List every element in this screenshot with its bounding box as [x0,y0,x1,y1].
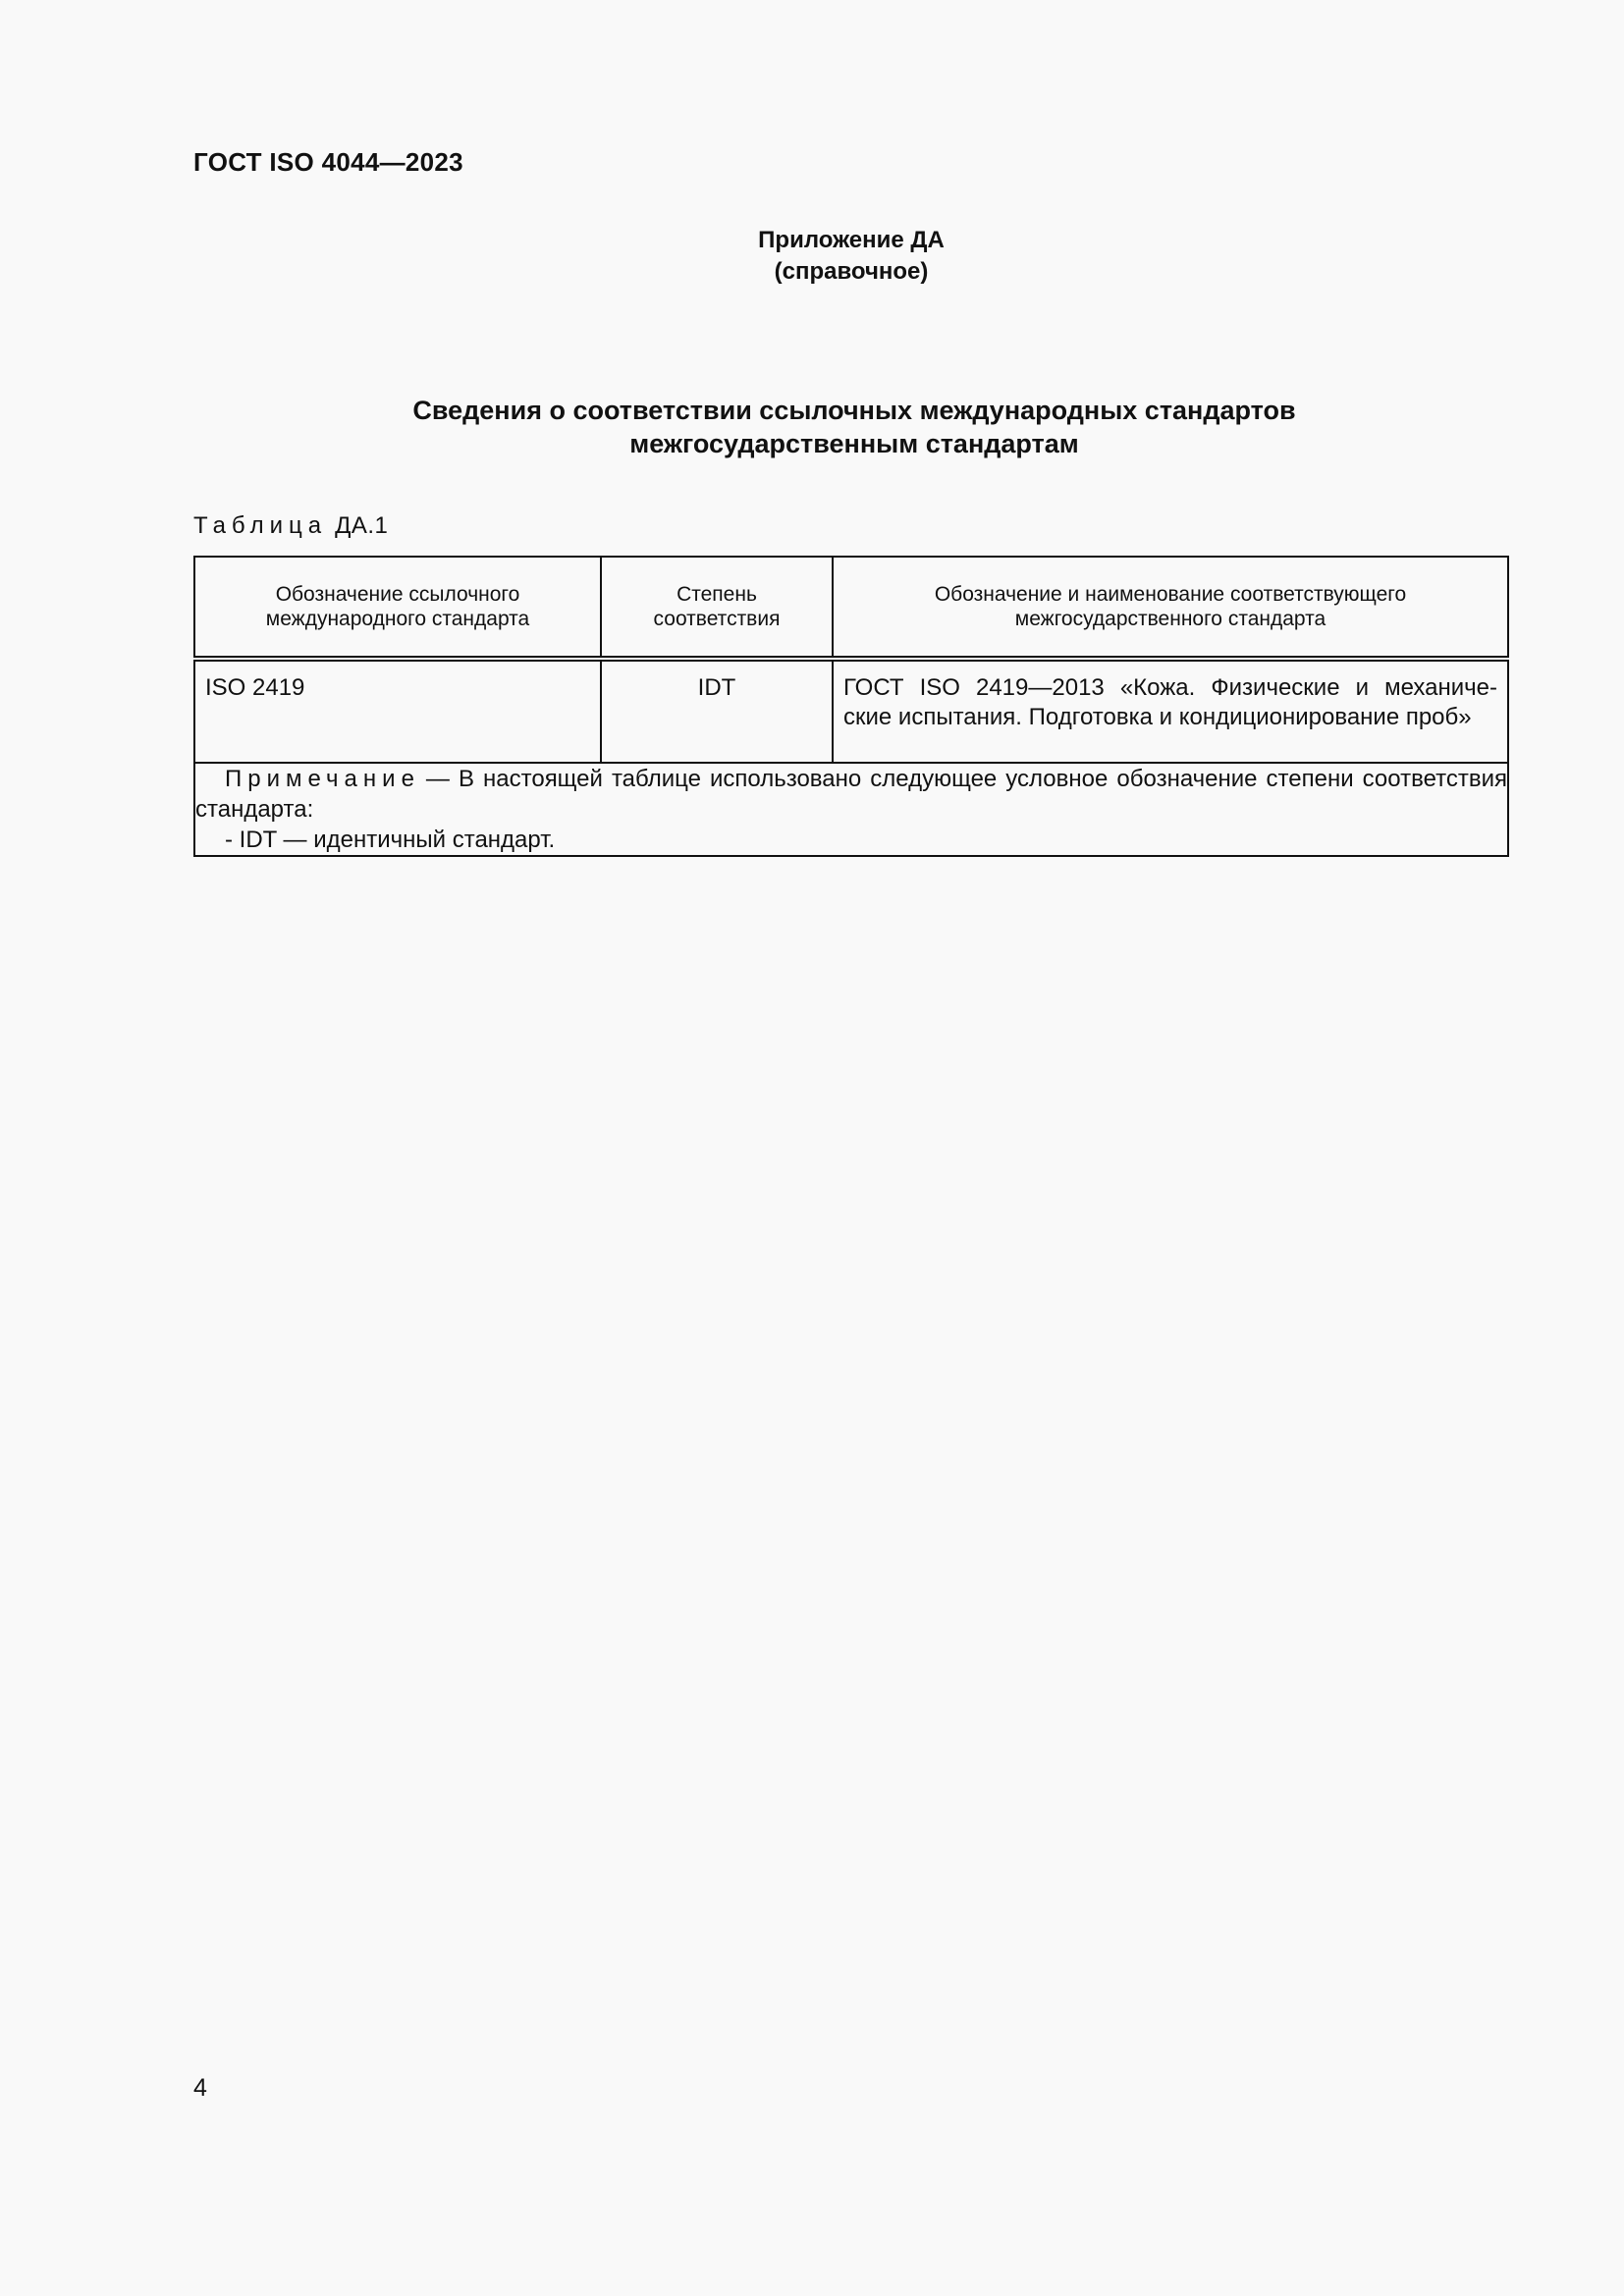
document-code: ГОСТ ISO 4044—2023 [193,147,463,177]
annex-kind: (справочное) [774,258,929,285]
note-text: — В настоящей таблице использовано следующее условное обозначение степени соответствия стандарта: [195,766,1507,823]
annex-title: Приложение ДА [758,227,945,253]
note-item: - IDT — идентичный стандарт. [225,827,556,853]
section-heading [245,394,1463,460]
section-heading-line-2: межгосударственным стандартам [629,429,1079,458]
table-caption-word: Таблица [193,512,328,539]
correspondence-table [193,556,1509,857]
cell-reference: ISO 2419 [194,659,601,763]
cell-national-standard [833,659,1508,763]
table-note-row [194,763,1508,856]
header-degree-of-correspondence: Степень соответствия [601,557,833,659]
national-standard-line-1: ГОСТ ISO 2419—2013 «Кожа. Физические и механиче- [843,674,1497,701]
cell-degree: IDT [601,659,833,763]
table-row [194,659,1508,763]
note-label: Примечание [225,766,420,792]
table-header-row [194,557,1508,659]
national-standard-line-2: ские испытания. Подготовка и кондиционирование проб» [843,704,1472,730]
table-caption [193,512,388,540]
section-heading-line-1: Сведения о соответствии ссылочных международных стандартов [412,396,1296,425]
page-number: 4 [193,2074,207,2102]
table-note [194,763,1508,856]
table-caption-number: ДА.1 [335,512,389,539]
header-national-standard: Обозначение и наименование соответствующего межгосударственного стандарта [833,557,1508,659]
header-reference-standard: Обозначение ссылочного международного стандарта [194,557,601,659]
